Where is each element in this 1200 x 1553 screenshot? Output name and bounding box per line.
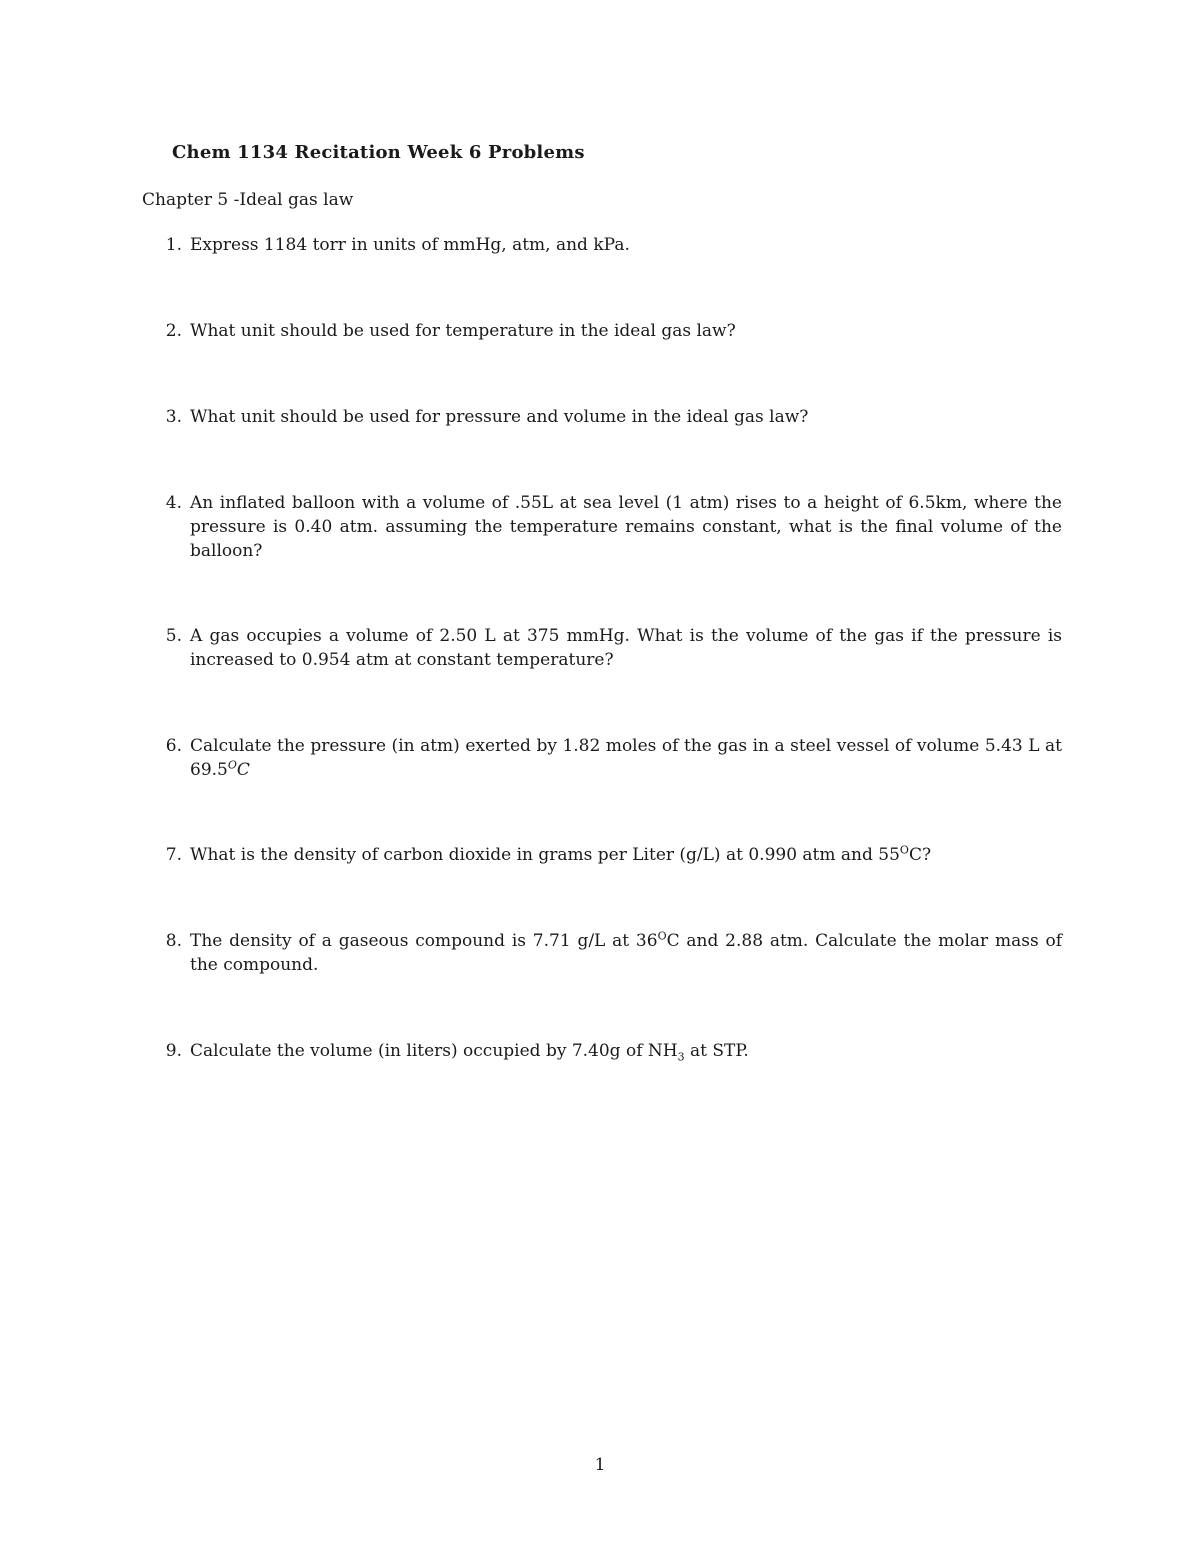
problem-text [190,734,1062,782]
problem-text: Express 1184 torr in units of mmHg, atm, and kPa. [190,235,630,255]
problem-item [142,843,1062,867]
problem-number: 3. [165,407,182,427]
problem-item [142,491,1062,563]
problem-number: 2. [165,321,182,341]
degree-superscript: O [657,929,667,943]
problem-text-part: Calculate the volume (in liters) occupied by 7.40g of NH [190,1041,678,1061]
problem-text: What unit should be used for pressure and volume in the ideal gas law? [190,407,809,427]
degree-superscript: O [899,843,909,857]
problem-text-part: at STP. [684,1041,749,1061]
problem-number: 8. [165,931,182,951]
problem-number: 4. [165,493,182,513]
problem-number: 9. [165,1041,182,1061]
problem-text-part: The density of a gaseous compound is 7.71 g/L at 36 [190,931,658,951]
chapter-heading: Chapter 5 -Ideal gas law [142,190,354,210]
degree-superscript: O [227,758,237,772]
problem-item [142,1039,1062,1063]
problem-item [142,319,1062,343]
page-title: Chem 1134 Recitation Week 6 Problems [172,142,585,163]
page-number: 1 [594,1455,606,1475]
problem-text-part: What is the density of carbon dioxide in grams per Liter (g/L) at 0.990 atm and 55 [190,845,900,865]
problem-number: 6. [165,736,182,756]
problem-item [142,405,1062,429]
problem-text-part: C and 2.88 atm. Calculate the molar mass of the compound. [190,931,1063,975]
problem-text [190,1039,1062,1063]
problem-item [142,734,1062,782]
problem-text: A gas occupies a volume of 2.50 L at 375 mmHg. What is the volume of the gas if the pressure is increased to 0.954 atm at constant temperature? [190,626,1062,670]
problem-text [190,843,1062,867]
problem-text-part: C [236,760,250,780]
problem-number: 1. [165,235,182,255]
problem-number: 5. [165,626,182,646]
problem-text-part: Calculate the pressure (in atm) exerted by 1.82 moles of the gas in a steel vessel of volume 5.43 L at 69.5 [190,736,1062,780]
problem-item [142,929,1062,977]
problem-text: What unit should be used for temperature in the ideal gas law? [190,321,736,341]
problem-item [142,233,1062,257]
subscript: 3 [677,1050,685,1064]
problem-text: An inflated balloon with a volume of .55L at sea level (1 atm) rises to a height of 6.5km, where the pressure is 0.40 atm. assuming the temperature remains constant, what is the final volume of the balloon? [190,493,1062,561]
problem-text-part: C? [908,845,932,865]
problem-item [142,624,1062,672]
problem-number: 7. [165,845,182,865]
problem-text [190,929,1062,977]
